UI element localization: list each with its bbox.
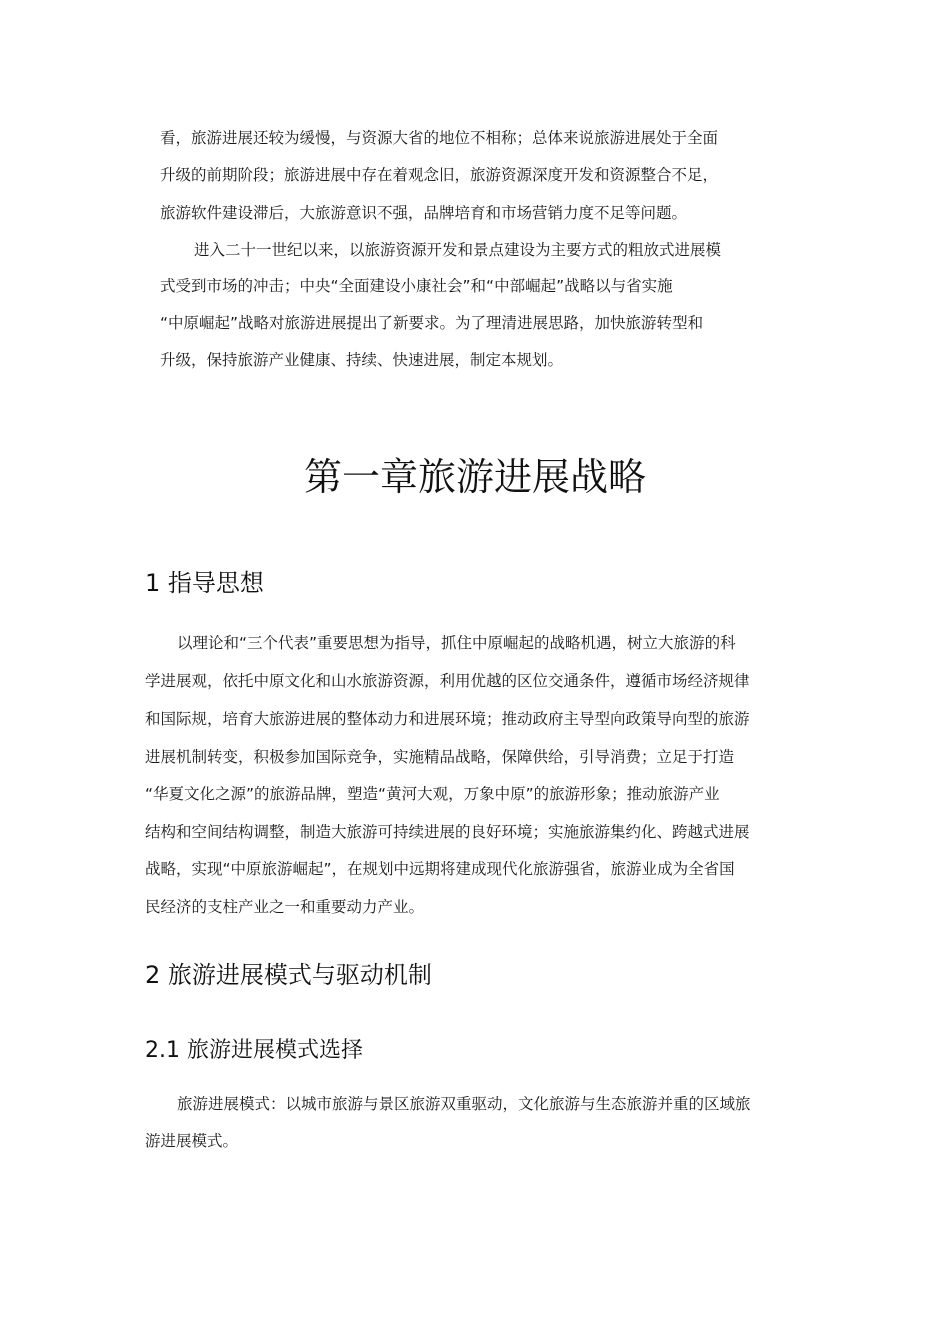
intro-line: 式受到市场的冲击；中央“全面建设小康社会”和“中部崛起”战略以与省实施 <box>160 277 673 295</box>
intro-line: 看，旅游进展还较为缓慢，与资源大省的地位不相称；总体来说旅游进展处于全面 <box>160 129 719 147</box>
body-line: 进展机制转变，积极参加国际竞争，实施精品战略，保障供给，引导消费；立足于打造 <box>145 748 735 766</box>
section-heading: 2 旅游进展模式与驱动机制 <box>145 961 432 989</box>
intro-line: 进入二十一世纪以来，以旅游资源开发和景点建设为主要方式的粗放式进展模 <box>194 241 722 259</box>
body-line: 战略，实现“中原旅游崛起”，在规划中远期将建成现代化旅游强省，旅游业成为全省国 <box>145 860 735 878</box>
chapter-title: 第一章旅游进展战略 <box>303 455 646 499</box>
intro-line: 升级，保持旅游产业健康、持续、快速进展，制定本规划。 <box>160 351 564 369</box>
intro-line: 旅游软件建设滞后，大旅游意识不强，品牌培育和市场营销力度不足等问题。 <box>160 204 688 222</box>
subsection-heading: 2.1 旅游进展模式选择 <box>145 1038 363 1063</box>
intro-line: 升级的前期阶段；旅游进展中存在着观念旧，旅游资源深度开发和资源整合不足， <box>160 166 719 184</box>
intro-line: “中原崛起”战略对旅游进展提出了新要求。为了理清进展思路，加快旅游转型和 <box>160 314 704 332</box>
body-line: 学进展观，依托中原文化和山水旅游资源，利用优越的区位交通条件，遵循市场经济规律 <box>145 672 750 690</box>
body-line: 旅游进展模式：以城市旅游与景区旅游双重驱动，文化旅游与生态旅游并重的区域旅 <box>177 1095 751 1113</box>
body-line: “华夏文化之源”的旅游品牌，塑造“黄河大观，万象中原”的旅游形象；推动旅游产业 <box>145 785 720 803</box>
section-heading: 1 指导思想 <box>145 569 264 597</box>
body-line: 和国际规，培育大旅游进展的整体动力和进展环境；推动政府主导型向政策导向型的旅游 <box>145 710 750 728</box>
body-line: 游进展模式。 <box>145 1132 239 1150</box>
body-line: 民经济的支柱产业之一和重要动力产业。 <box>145 898 425 916</box>
body-line: 以理论和“三个代表”重要思想为指导，抓住中原崛起的战略机遇，树立大旅游的科 <box>177 634 736 652</box>
body-line: 结构和空间结构调整，制造大旅游可持续进展的良好环境；实施旅游集约化、跨越式进展 <box>145 823 750 841</box>
